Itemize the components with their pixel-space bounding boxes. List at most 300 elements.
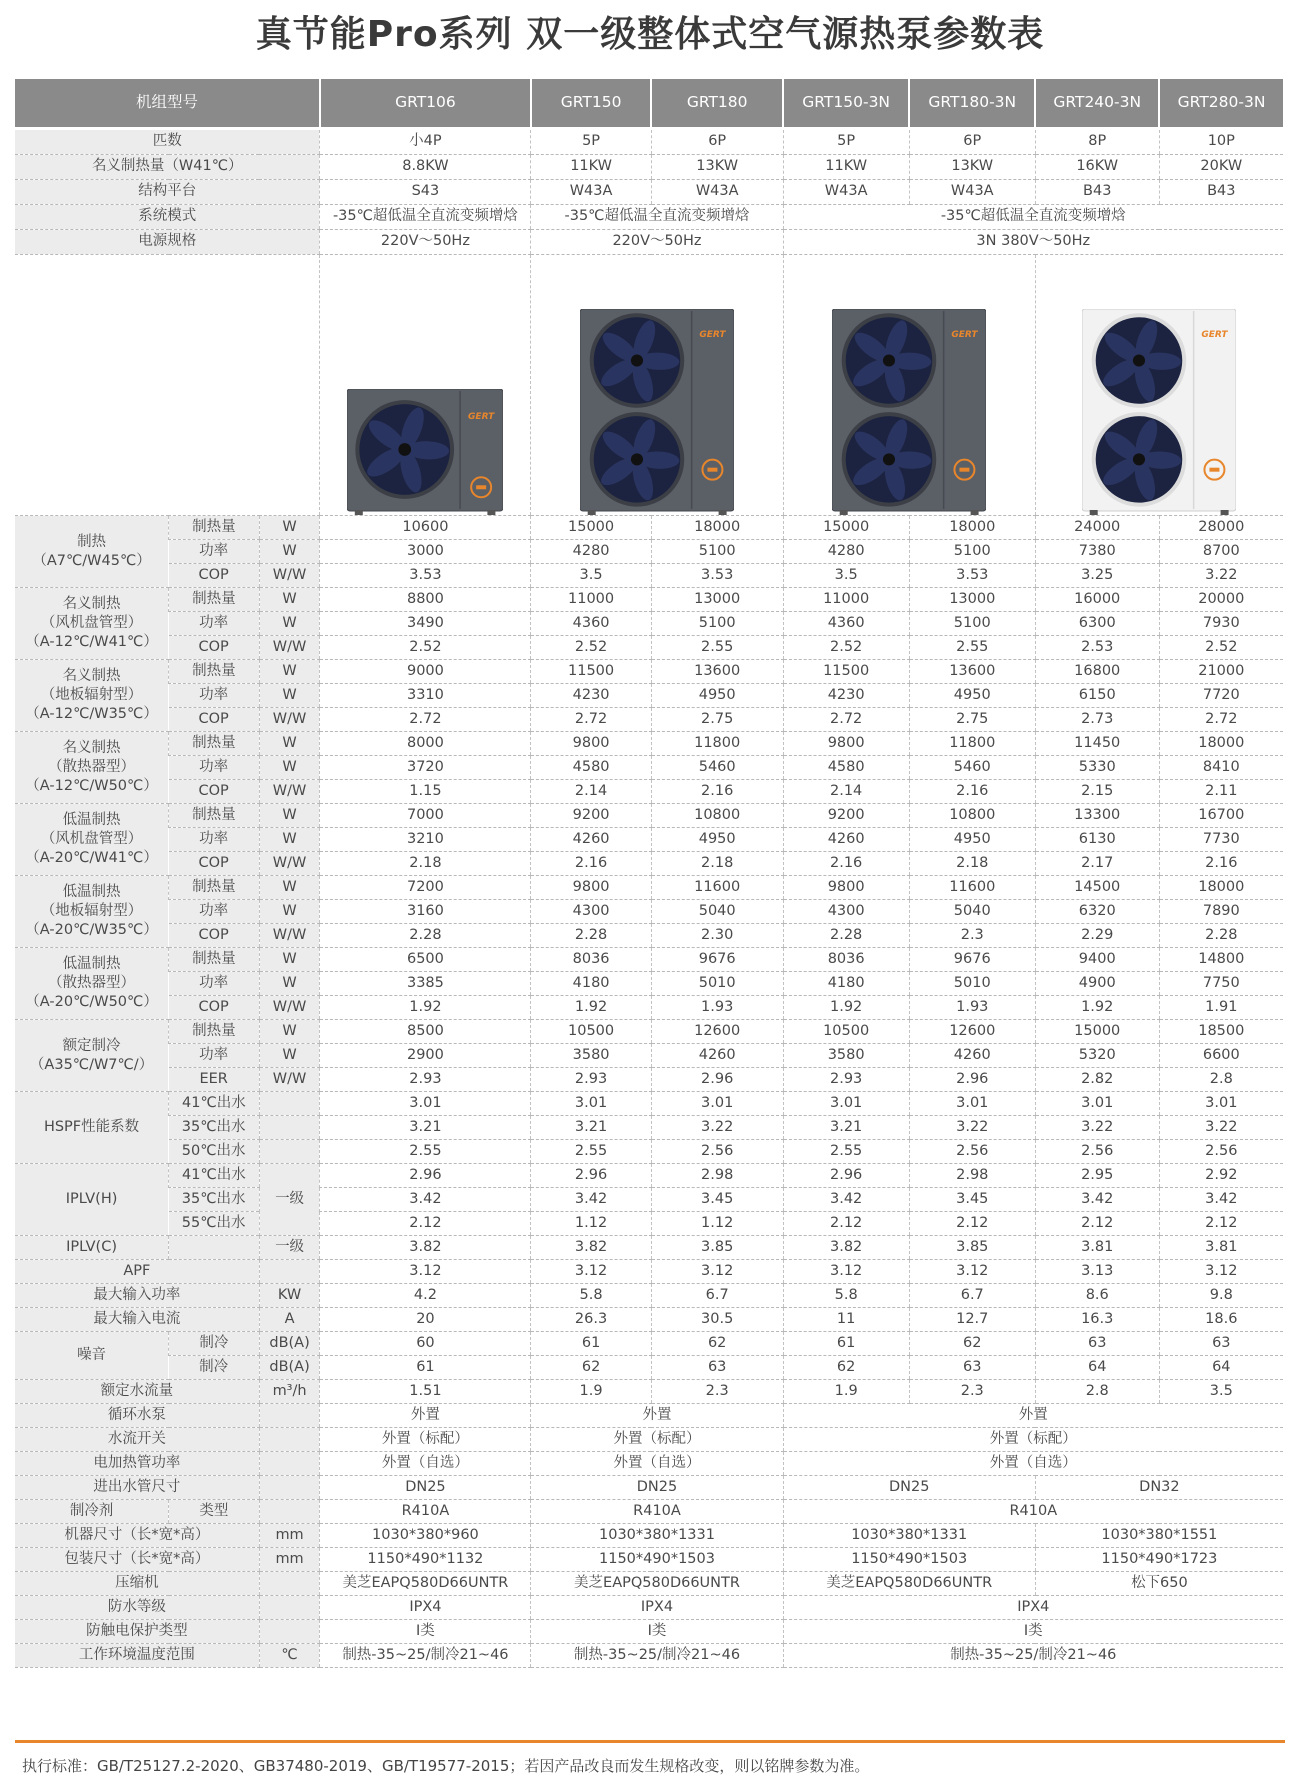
unit-label [259,1260,320,1284]
unit-label: W/W [259,780,320,804]
perf-row [15,996,1283,1020]
value-cell: 18.6 [1159,1308,1283,1332]
perf-row [15,708,1283,732]
brand-logo: GERT [699,330,726,340]
perf-row [15,1020,1283,1044]
value-cell: 4950 [909,828,1035,852]
value-cell: 3580 [531,1044,651,1068]
value-cell: 2.98 [651,1164,783,1188]
value-cell: 外置（标配） [783,1428,1283,1452]
value-cell: 2.15 [1035,780,1159,804]
heater-row [15,1452,1283,1476]
value-cell: 3490 [320,612,531,636]
value-cell: DN25 [320,1476,531,1500]
value-cell: 美芝EAPQ580D66UNTR [320,1572,531,1596]
sub-label: COP [169,708,260,732]
unit-label [259,1452,320,1476]
value-cell: 8036 [531,948,651,972]
value-cell: 3.01 [909,1092,1035,1116]
value-cell: 20000 [1159,588,1283,612]
value-cell: 2.12 [909,1212,1035,1236]
value-cell: 3.22 [909,1116,1035,1140]
value-cell: 2.55 [783,1140,909,1164]
label-line: （A-20℃/W41℃） [25,849,158,866]
value-cell: 9.8 [1159,1284,1283,1308]
perf-row [15,564,1283,588]
value-cell: 3.12 [320,1260,531,1284]
value-cell: 3.22 [651,1116,783,1140]
value-cell: 3.21 [320,1116,531,1140]
value-cell: 6P [651,129,783,155]
value-cell: 21000 [1159,660,1283,684]
value-cell: 6.7 [909,1284,1035,1308]
refrigerant-row [15,1500,1283,1524]
value-cell: 2.52 [1159,636,1283,660]
value-cell: 13600 [651,660,783,684]
value-cell: 4580 [531,756,651,780]
value-cell: 3.81 [1035,1236,1159,1260]
value-cell: 2900 [320,1044,531,1068]
value-cell: 3.42 [1035,1188,1159,1212]
value-cell: 3.12 [909,1260,1035,1284]
value-cell: 13600 [909,660,1035,684]
sub-label: 功率 [169,612,260,636]
sub-label: 功率 [169,828,260,852]
value-cell: 16000 [1035,588,1159,612]
value-cell: 2.28 [1159,924,1283,948]
value-cell: 3N 380V～50Hz [783,230,1283,255]
value-cell: 9200 [783,804,909,828]
sub-label: EER [169,1068,260,1092]
perf-row [15,612,1283,636]
value-cell: 2.28 [320,924,531,948]
value-cell: 2.12 [1035,1212,1159,1236]
value-cell: 6P [909,129,1035,155]
value-cell: 8700 [1159,540,1283,564]
model-header: GRT240-3N [1035,79,1159,129]
product-image-row [15,255,1283,516]
value-cell: 2.93 [531,1068,651,1092]
flowswitch-row [15,1428,1283,1452]
value-cell: DN32 [1035,1476,1283,1500]
unit-label: m³/h [259,1380,320,1404]
value-cell: 2.53 [1035,636,1159,660]
value-cell: 2.30 [651,924,783,948]
value-cell: 外置（自选） [783,1452,1283,1476]
perf-row [15,828,1283,852]
sub-label: 功率 [169,900,260,924]
value-cell: 5100 [651,612,783,636]
brand-logo: GERT [1201,330,1228,340]
label-line: （A-12℃/W41℃） [25,633,158,650]
unit-label: W/W [259,636,320,660]
value-cell: 9800 [783,732,909,756]
perf-group-label [15,804,169,876]
value-cell: 5010 [651,972,783,996]
value-cell: 3.01 [320,1092,531,1116]
row-label: IPLV(C) [15,1236,169,1260]
value-cell: 13KW [909,155,1035,180]
sub-label: 制热量 [169,1020,260,1044]
value-cell: 2.14 [531,780,651,804]
iplvh-row [15,1164,1283,1188]
value-cell: R410A [531,1500,783,1524]
sub-label: 55℃出水 [169,1212,260,1236]
unit-label [259,1572,320,1596]
row-label: 防水等级 [15,1596,259,1620]
sub-label: 功率 [169,1044,260,1068]
label-line: （地板辐射型） [40,687,143,704]
value-cell: 10500 [531,1020,651,1044]
value-cell: I类 [531,1620,783,1644]
perf-group-label [15,660,169,732]
sub-label: COP [169,636,260,660]
value-cell: 10800 [651,804,783,828]
value-cell: -35℃超低温全直流变频增焓 [320,205,531,230]
header-label: 机组型号 [15,79,320,129]
unit-label: W/W [259,1068,320,1092]
value-cell: 11450 [1035,732,1159,756]
sub-label: 功率 [169,972,260,996]
shock-row [15,1620,1283,1644]
label-line: （A-12℃/W50℃） [25,777,158,794]
value-cell: 6500 [320,948,531,972]
value-cell: 26.3 [531,1308,651,1332]
value-cell: 4580 [783,756,909,780]
value-cell: 2.82 [1035,1068,1159,1092]
perf-row [15,588,1283,612]
value-cell: 3000 [320,540,531,564]
unit-label: W [259,756,320,780]
value-cell: 2.16 [651,780,783,804]
perf-row [15,1068,1283,1092]
platform-row [15,180,1283,205]
value-cell: 4260 [909,1044,1035,1068]
value-cell: 3.42 [1159,1188,1283,1212]
value-cell: 1.15 [320,780,531,804]
value-cell: 5040 [651,900,783,924]
sub-label: 制冷 [169,1356,260,1380]
value-cell: IPX4 [783,1596,1283,1620]
value-cell: 1150*490*1723 [1035,1548,1283,1572]
value-cell: 外置 [783,1404,1283,1428]
unit-label: W [259,828,320,852]
value-cell: 1.12 [651,1212,783,1236]
value-cell: 11KW [531,155,651,180]
sub-label: COP [169,852,260,876]
sub-label [169,1236,260,1260]
value-cell: -35℃超低温全直流变频增焓 [531,205,783,230]
value-cell: 3.45 [909,1188,1035,1212]
value-cell: 2.96 [651,1068,783,1092]
value-cell: 1150*490*1503 [531,1548,783,1572]
sub-label: 制热量 [169,588,260,612]
label-line: 名义制热 [62,596,121,613]
fan-icon [356,400,455,499]
value-cell: 3.22 [1159,1116,1283,1140]
fan-icon [842,313,937,408]
sub-label: 制热量 [169,516,260,540]
value-cell: 1.9 [531,1380,651,1404]
model-header: GRT106 [320,79,531,129]
model-header: GRT180 [651,79,783,129]
value-cell: 13000 [909,588,1035,612]
value-cell: 3.25 [1035,564,1159,588]
unit-label: W/W [259,708,320,732]
value-cell: 3.53 [651,564,783,588]
value-cell: 2.55 [320,1140,531,1164]
value-cell: 3.5 [783,564,909,588]
value-cell: 6600 [1159,1044,1283,1068]
value-cell: 2.3 [651,1380,783,1404]
row-label: 包装尺寸（长*宽*高） [15,1548,259,1572]
brand-logo: GERT [951,330,978,340]
value-cell: 2.16 [531,852,651,876]
value-cell: 美芝EAPQ580D66UNTR [531,1572,783,1596]
perf-row [15,660,1283,684]
value-cell: R410A [320,1500,531,1524]
label-line: 额定制冷 [62,1037,121,1054]
value-cell: 7930 [1159,612,1283,636]
value-cell: 5P [531,129,651,155]
value-cell: W43A [531,180,651,205]
value-cell: 外置 [320,1404,531,1428]
unit-label: W [259,876,320,900]
row-label: 电加热管功率 [15,1452,259,1476]
sub-label: 制热量 [169,948,260,972]
value-cell: 5P [783,129,909,155]
value-cell: 3.82 [531,1236,651,1260]
row-label: 电源规格 [15,230,320,255]
pipe-row [15,1476,1283,1500]
value-cell: 9200 [531,804,651,828]
value-cell: 3.22 [1159,564,1283,588]
value-cell: 12600 [651,1020,783,1044]
hspf-row [15,1092,1283,1116]
value-cell: 61 [320,1356,531,1380]
fan-icon [1092,313,1187,408]
page-title: 真节能Pro系列 双一级整体式空气源热泵参数表 [255,14,1045,55]
value-cell: DN25 [783,1476,1035,1500]
unit-label: dB(A) [259,1332,320,1356]
unit-label [259,1116,320,1140]
value-cell: 2.96 [909,1068,1035,1092]
mode-row [15,205,1283,230]
value-cell: 4.2 [320,1284,531,1308]
value-cell: I类 [320,1620,531,1644]
value-cell: 8.8KW [320,155,531,180]
value-cell: 11000 [783,588,909,612]
value-cell: 1030*380*1331 [531,1524,783,1548]
value-cell: 3580 [783,1044,909,1068]
perf-group-label [15,588,169,660]
temp_range-row [15,1644,1283,1668]
sub-label: 41℃出水 [169,1092,260,1116]
perf-row [15,1044,1283,1068]
value-cell: 11500 [783,660,909,684]
value-cell: 3.12 [783,1260,909,1284]
unit-label: KW [259,1284,320,1308]
value-cell: 2.72 [320,708,531,732]
value-cell: 外置（自选） [320,1452,531,1476]
value-cell: 2.16 [909,780,1035,804]
value-cell: 2.12 [783,1212,909,1236]
machine_size-row [15,1524,1283,1548]
value-cell: 2.29 [1035,924,1159,948]
value-cell: 外置（标配） [320,1428,531,1452]
value-cell: 3.82 [783,1236,909,1260]
value-cell: 2.18 [651,852,783,876]
value-cell: 1150*490*1132 [320,1548,531,1572]
perf-group-label [15,876,169,948]
label-line: （地板辐射型） [40,903,143,920]
value-cell: 4280 [783,540,909,564]
value-cell: 制热-35~25/制冷21~46 [783,1644,1283,1668]
sub-label: 制热量 [169,732,260,756]
value-cell: R410A [783,1500,1283,1524]
value-cell: 6150 [1035,684,1159,708]
value-cell: B43 [1035,180,1159,205]
row-label: 进出水管尺寸 [15,1476,259,1500]
value-cell: 6320 [1035,900,1159,924]
value-cell: 5330 [1035,756,1159,780]
value-cell: 3.53 [909,564,1035,588]
label-line: （A-12℃/W35℃） [25,705,158,722]
label-line: 名义制热 [62,668,121,685]
value-cell: IPX4 [531,1596,783,1620]
perf-row [15,948,1283,972]
row-label: 额定水流量 [15,1380,259,1404]
value-cell: 3.82 [320,1236,531,1260]
value-cell: 9676 [909,948,1035,972]
value-cell: 5460 [651,756,783,780]
unit-label [259,1596,320,1620]
value-cell: 9000 [320,660,531,684]
unit-label: W [259,732,320,756]
unit-label: A [259,1308,320,1332]
heat-pump-unit-image [832,309,986,515]
value-cell: 2.72 [531,708,651,732]
unit-label: W/W [259,924,320,948]
value-cell: 5460 [909,756,1035,780]
value-cell: 4360 [783,612,909,636]
value-cell: 2.8 [1159,1068,1283,1092]
value-cell: 6300 [1035,612,1159,636]
value-cell: 8000 [320,732,531,756]
value-cell: 11600 [651,876,783,900]
value-cell: 11800 [909,732,1035,756]
label-line: （A35℃/W7℃/） [29,1056,154,1073]
value-cell: 62 [909,1332,1035,1356]
unit-label: W [259,540,320,564]
value-cell: 3.12 [651,1260,783,1284]
value-cell: 3.21 [783,1116,909,1140]
value-cell: 8500 [320,1020,531,1044]
value-cell: 1.51 [320,1380,531,1404]
value-cell: 15000 [783,516,909,540]
value-cell: 7890 [1159,900,1283,924]
value-cell: 11600 [909,876,1035,900]
value-cell: 3210 [320,828,531,852]
value-cell: 13000 [651,588,783,612]
value-cell: 5100 [651,540,783,564]
row-label: 循环水泵 [15,1404,259,1428]
value-cell: 16800 [1035,660,1159,684]
noise-label: 噪音 [15,1332,169,1380]
value-cell: 12.7 [909,1308,1035,1332]
value-cell: 2.93 [320,1068,531,1092]
value-cell: 1.93 [651,996,783,1020]
value-cell: 2.56 [1159,1140,1283,1164]
value-cell: 3.01 [1035,1092,1159,1116]
value-cell: 1.92 [1035,996,1159,1020]
value-cell: 2.52 [320,636,531,660]
value-cell: 7720 [1159,684,1283,708]
unit-label [259,1476,320,1500]
value-cell: 2.52 [783,636,909,660]
value-cell: 14500 [1035,876,1159,900]
sub-label: 功率 [169,684,260,708]
value-cell: 4300 [783,900,909,924]
value-cell: 4260 [783,828,909,852]
fan-icon [590,313,685,408]
row-label: 压缩机 [15,1572,259,1596]
value-cell: 11KW [783,155,909,180]
value-cell: 8410 [1159,756,1283,780]
value-cell: 5010 [909,972,1035,996]
value-cell: 64 [1035,1356,1159,1380]
value-cell: 7730 [1159,828,1283,852]
label-line: （A7℃/W45℃） [32,552,151,569]
value-cell: 1.93 [909,996,1035,1020]
value-cell: 3.21 [531,1116,651,1140]
unit-label: W [259,804,320,828]
row-label: 机器尺寸（长*宽*高） [15,1524,259,1548]
value-cell: 2.56 [1035,1140,1159,1164]
unit-label: W [259,972,320,996]
value-cell: 5.8 [783,1284,909,1308]
unit-label: mm [259,1548,320,1572]
value-cell: 2.96 [320,1164,531,1188]
value-cell: 3160 [320,900,531,924]
label-line: 低温制热 [62,884,121,901]
value-cell: 2.3 [909,924,1035,948]
label-line: （风机盘管型） [40,615,143,632]
value-cell: 1030*380*1551 [1035,1524,1283,1548]
value-cell: 60 [320,1332,531,1356]
value-cell: 10600 [320,516,531,540]
value-cell: 5100 [909,540,1035,564]
perf-group-label [15,1020,169,1092]
value-cell: 16700 [1159,804,1283,828]
label-line: （A-20℃/W35℃） [25,921,158,938]
nominal-row [15,155,1283,180]
unit-label: dB(A) [259,1356,320,1380]
value-cell: 3.42 [320,1188,531,1212]
value-cell: 28000 [1159,516,1283,540]
value-cell: 4180 [783,972,909,996]
value-cell: 5100 [909,612,1035,636]
value-cell: 2.72 [1159,708,1283,732]
perf-row [15,636,1283,660]
value-cell: 63 [1035,1332,1159,1356]
value-cell: 2.72 [783,708,909,732]
label-line: 制热 [77,533,107,550]
value-cell: 9676 [651,948,783,972]
value-cell: 3.12 [1159,1260,1283,1284]
sub-label: 功率 [169,756,260,780]
value-cell: 5320 [1035,1044,1159,1068]
